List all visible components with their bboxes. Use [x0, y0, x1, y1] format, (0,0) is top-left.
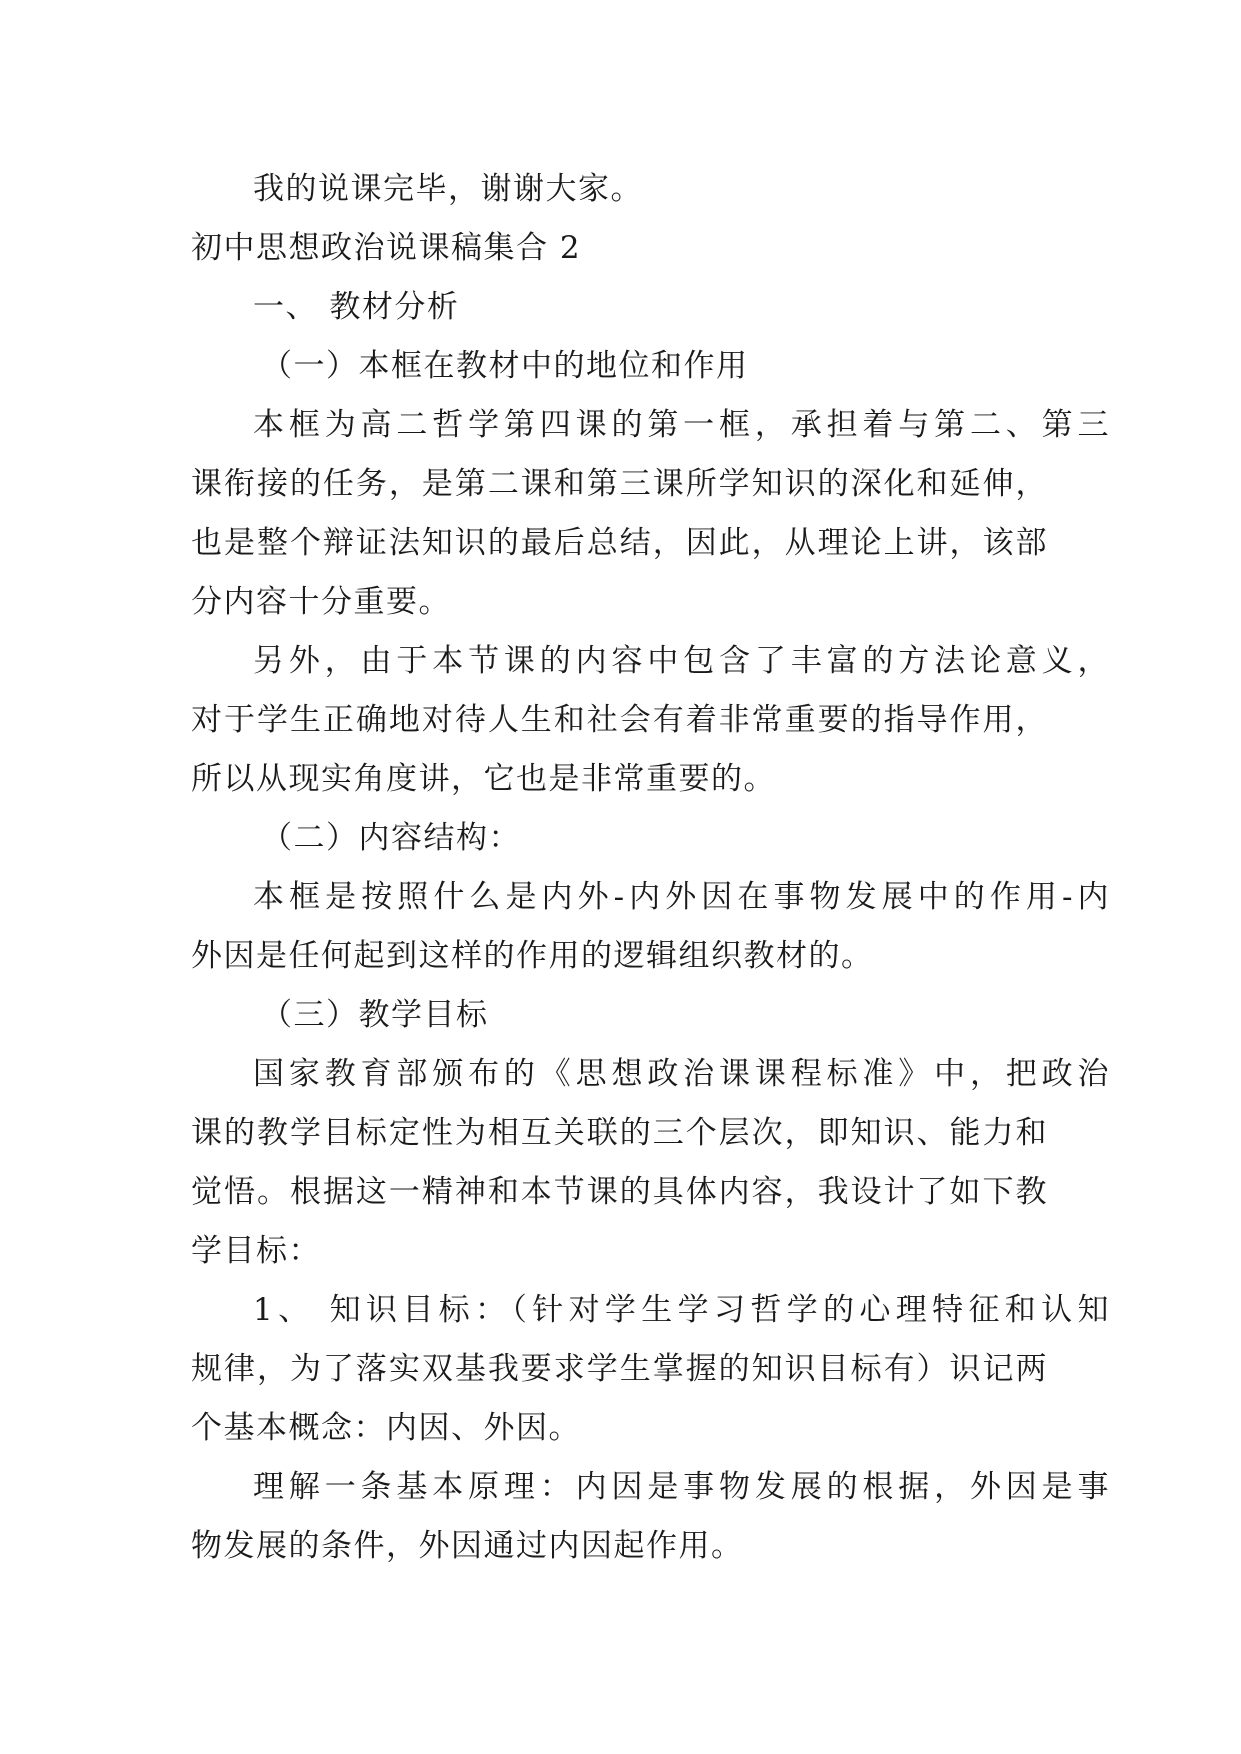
text-line: 规律，为了落实双基我要求学生掌握的知识目标有）识记两: [191, 1351, 1048, 1387]
text-line: 个基本概念：内因、外因。: [191, 1410, 581, 1446]
text-line: 外因是任何起到这样的作用的逻辑组织教材的。: [191, 938, 874, 974]
text-line: 课衔接的任务，是第二课和第三课所学知识的深化和延伸，: [191, 466, 1048, 502]
text-line: 我的说课完毕，谢谢大家。: [253, 171, 643, 207]
text-line: 对于学生正确地对待人生和社会有着非常重要的指导作用，: [191, 702, 1048, 738]
text-line: 学目标：: [191, 1233, 321, 1269]
text-line: 本框是按照什么是内外-内外因在事物发展中的作用-内: [253, 879, 1110, 915]
text-line: 觉悟。根据这一精神和本节课的具体内容，我设计了如下教: [191, 1174, 1048, 1210]
text-line: 课的教学目标定性为相互关联的三个层次，即知识、能力和: [191, 1115, 1048, 1151]
text-line: 所以从现实角度讲，它也是非常重要的。: [191, 761, 776, 797]
text-line: 也是整个辩证法知识的最后总结，因此，从理论上讲，该部: [191, 525, 1048, 561]
text-line: 理解一条基本原理：内因是事物发展的根据，外因是事: [253, 1469, 1110, 1505]
document-body: [191, 160, 1110, 1576]
text-line: 另外，由于本节课的内容中包含了丰富的方法论意义，: [253, 643, 1110, 679]
text-line: 国家教育部颁布的《思想政治课课程标准》中，把政治: [253, 1056, 1110, 1092]
section-heading: 初中思想政治说课稿集合 2: [191, 230, 582, 266]
text-line: 本框为高二哲学第四课的第一框，承担着与第二、第三: [253, 407, 1110, 443]
text-line: 物发展的条件，外因通过内因起作用。: [191, 1528, 744, 1564]
subsection-heading: （一）本框在教材中的地位和作用: [261, 348, 749, 384]
text-line: 1、 知识目标：（针对学生学习哲学的心理特征和认知: [253, 1292, 1110, 1328]
subsection-heading: （二）内容结构：: [261, 820, 521, 856]
subsection-heading: 一、 教材分析: [253, 289, 460, 325]
subsection-heading: （三）教学目标: [261, 997, 489, 1033]
text-line: 分内容十分重要。: [191, 584, 451, 620]
